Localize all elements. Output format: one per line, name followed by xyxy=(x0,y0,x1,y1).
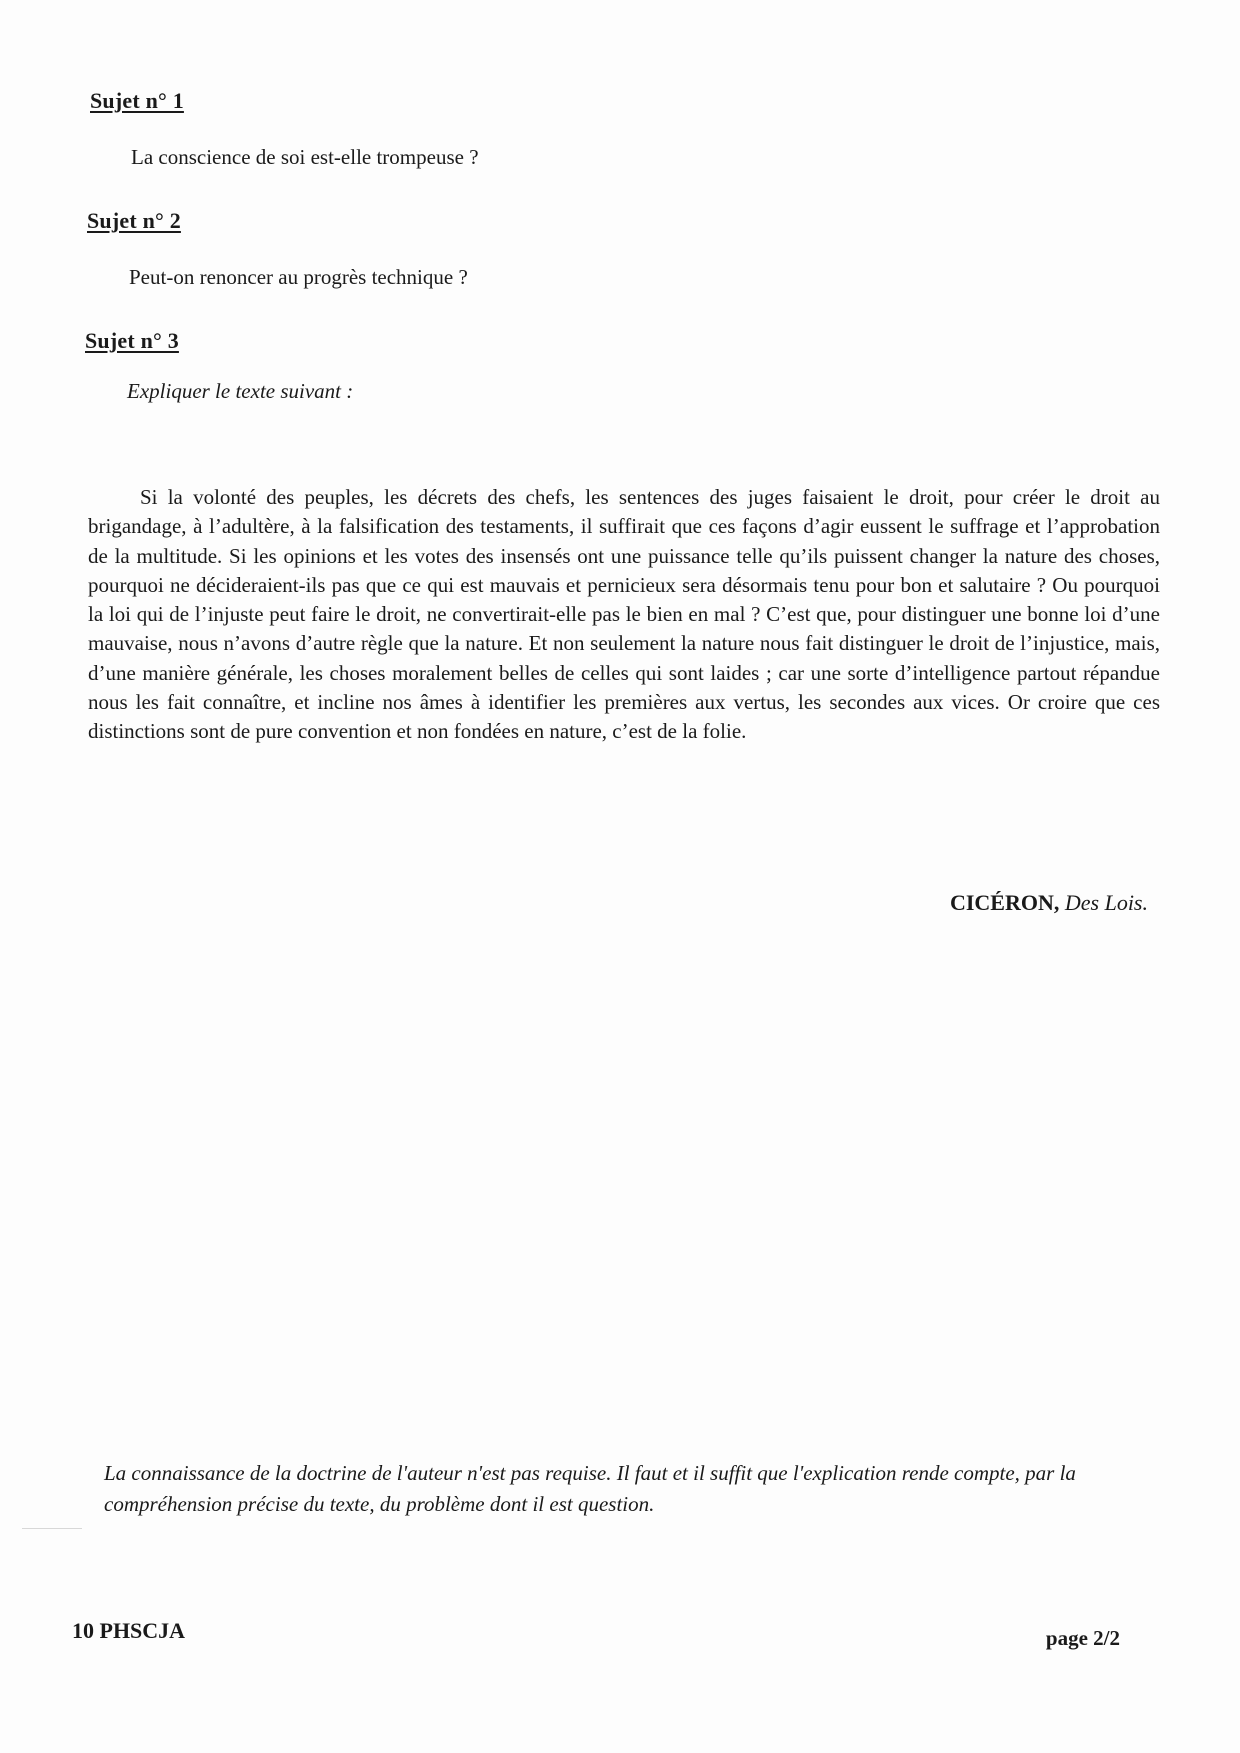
subject-1-heading: Sujet n° 1 xyxy=(90,88,184,113)
author-name: CICÉRON, xyxy=(949,890,1060,915)
exam-code: 10 PHSCJA xyxy=(72,1618,186,1643)
scan-artifact-line xyxy=(22,1528,82,1529)
subject-3-instruction: Expliquer le texte suivant : xyxy=(127,379,354,403)
explanation-text: Si la volonté des peuples, les décrets des chefs, les sentences des juges faisaient le droit, pour créer le droit au brigandage, à l’adultère, à la falsification des testaments, il suffirait que ces façons d’agir eussent le suffrage et l’approbation de la multitude. Si les opinions et les votes des insensés ont une puissance telle qu’ils puissent changer la nature des choses, pourquoi ne décideraient-ils pas que ce qui est mauvais et pernicieux sera désormais tenu pour bon et salutaire ? Ou pourquoi la loi qui de l’injuste peut faire le droit, ne convertirait-elle pas le bien en mal ? C’est que, pour distinguer une bonne loi d’une mauvaise, nous n’avons d’autre règle que la nature. Et non seulement la nature nous fait distinguer le droit de l’injustice, mais, d’une manière générale, les choses moralement belles de celles qui sont laides ; car une sorte d’intelligence partout répandue nous les fait connaître, et incline nos âmes à identifier les premières aux vertus, les secondes aux vices. Or croire que ces distinctions sont de pure convention et non fondées en nature, c’est de la folie. xyxy=(88,485,1160,744)
subject-2-heading: Sujet n° 2 xyxy=(87,208,181,233)
subject-3-heading: Sujet n° 3 xyxy=(85,328,179,353)
work-title: Des Lois. xyxy=(1064,890,1148,915)
subject-2-question: Peut-on renoncer au progrès technique ? xyxy=(129,265,468,289)
attribution xyxy=(950,890,1148,916)
instruction-note: La connaissance de la doctrine de l'auteur n'est pas requise. Il faut et il suffit que l'explication rende compte, par la compréhension précise du texte, du problème dont il est question. xyxy=(104,1461,1076,1516)
subject-1-question: La conscience de soi est-elle trompeuse ? xyxy=(131,145,479,169)
page-number: page 2/2 xyxy=(1045,1626,1120,1650)
